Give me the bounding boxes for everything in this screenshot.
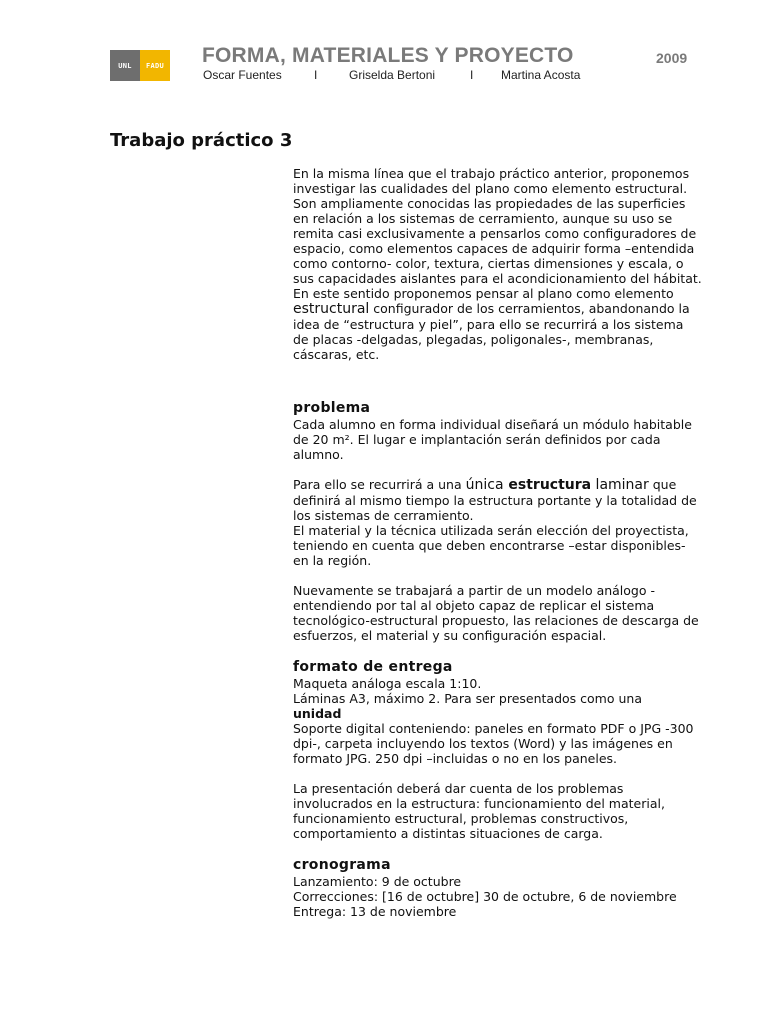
- author-separator-1: I: [314, 68, 318, 82]
- intro-paragraph-3: [293, 286, 703, 362]
- section-heading-cronograma: cronograma: [293, 857, 391, 873]
- problema-p2-text-a: Para ello se recurrirá a una: [293, 477, 466, 492]
- formato-paragraph-2: La presentación deberá dar cuenta de los problemas involucrados en la estructura: funcionamiento del material, funcionamiento estructural, problemas constructivos, comportamiento a distintas situaciones de carga.: [293, 781, 665, 841]
- problema-p2-laminar: laminar: [591, 477, 649, 493]
- author-3: Martina Acosta: [501, 68, 581, 82]
- logo-unl: UNL: [110, 50, 140, 81]
- cronograma-line-3: Entrega: 13 de noviembre: [293, 904, 457, 919]
- author-1: Oscar Fuentes: [203, 68, 282, 82]
- author-2: Griselda Bertoni: [349, 68, 436, 82]
- formato-line-4: Soporte digital conteniendo: paneles en formato PDF o JPG -300 dpi-, carpeta incluyendo los textos (Word) y las imágenes en formato JPG. 250 dpi –incluidas o no en los paneles.: [293, 721, 694, 766]
- problema-paragraph-1: Cada alumno en forma individual diseñará un módulo habitable de 20 m². El lugar e implantación serán definidos por cada alumno.: [293, 417, 692, 462]
- page-title: Trabajo práctico 3: [110, 130, 293, 151]
- formato-line-1: Maqueta análoga escala 1:10.: [293, 676, 482, 691]
- course-title: FORMA, MATERIALES Y PROYECTO: [202, 44, 574, 67]
- cronograma-line-1: Lanzamiento: 9 de octubre: [293, 874, 462, 889]
- problema-paragraph-2: [293, 477, 703, 523]
- section-heading-formato: formato de entrega: [293, 659, 453, 675]
- unl-fadu-logo: [110, 50, 170, 81]
- formato-line-2: Láminas A3, máximo 2. Para ser presentados como una: [293, 691, 642, 706]
- problema-p2-text-e: que definirá al mismo tiempo la estructura portante y la totalidad de los sistemas de cerramiento.: [293, 477, 697, 523]
- main-text-column: [293, 166, 703, 919]
- logo-fadu: FADU: [140, 50, 170, 81]
- cronograma-line-2: Correcciones: [16 de octubre] 30 de octubre, 6 de noviembre: [293, 889, 677, 904]
- problema-p2-unica: única: [465, 477, 504, 493]
- intro-p3-text-a: En este sentido proponemos pensar al plano como elemento: [293, 286, 674, 301]
- year: 2009: [656, 50, 688, 66]
- author-separator-2: I: [470, 68, 474, 82]
- problema-paragraph-4: Nuevamente se trabajará a partir de un modelo análogo -entendiendo por tal al objeto capaz de replicar el sistema tecnológico-estructural propuesto, las relaciones de descarga de esfuerzos, el material y su configuración espacial.: [293, 583, 699, 643]
- formato-line-3: unidad: [293, 706, 342, 721]
- intro-p3-emphasis: estructural: [293, 301, 370, 317]
- intro-p3-text-c: configurador de los cerramientos, abandonando la idea de “estructura y piel”, para ello se recurrirá a los sistema de placas -delgadas, plegadas, poligonales-, membranas, cáscaras, etc.: [293, 301, 690, 362]
- problema-p2-estructura: estructura: [503, 477, 592, 493]
- problema-paragraph-3: El material y la técnica utilizada serán elección del proyectista, teniendo en cuenta que deben encontrarse –estar disponibles- en la región.: [293, 523, 689, 568]
- section-heading-problema: problema: [293, 400, 371, 416]
- intro-paragraph-2: Son ampliamente conocidas las propiedades de las superficies en relación a los sistemas de cerramiento, aunque su uso se remita casi exclusivamente a pensarlos como configuradores de espacio, como elementos capaces de adquirir forma –entendida como contorno- color, textura, ciertas dimensiones y escala, o sus capacidades aislantes para el acondicionamiento del hábitat.: [293, 196, 702, 286]
- intro-paragraph-1: En la misma línea que el trabajo práctico anterior, proponemos investigar las cualidades del plano como elemento estructural.: [293, 166, 690, 196]
